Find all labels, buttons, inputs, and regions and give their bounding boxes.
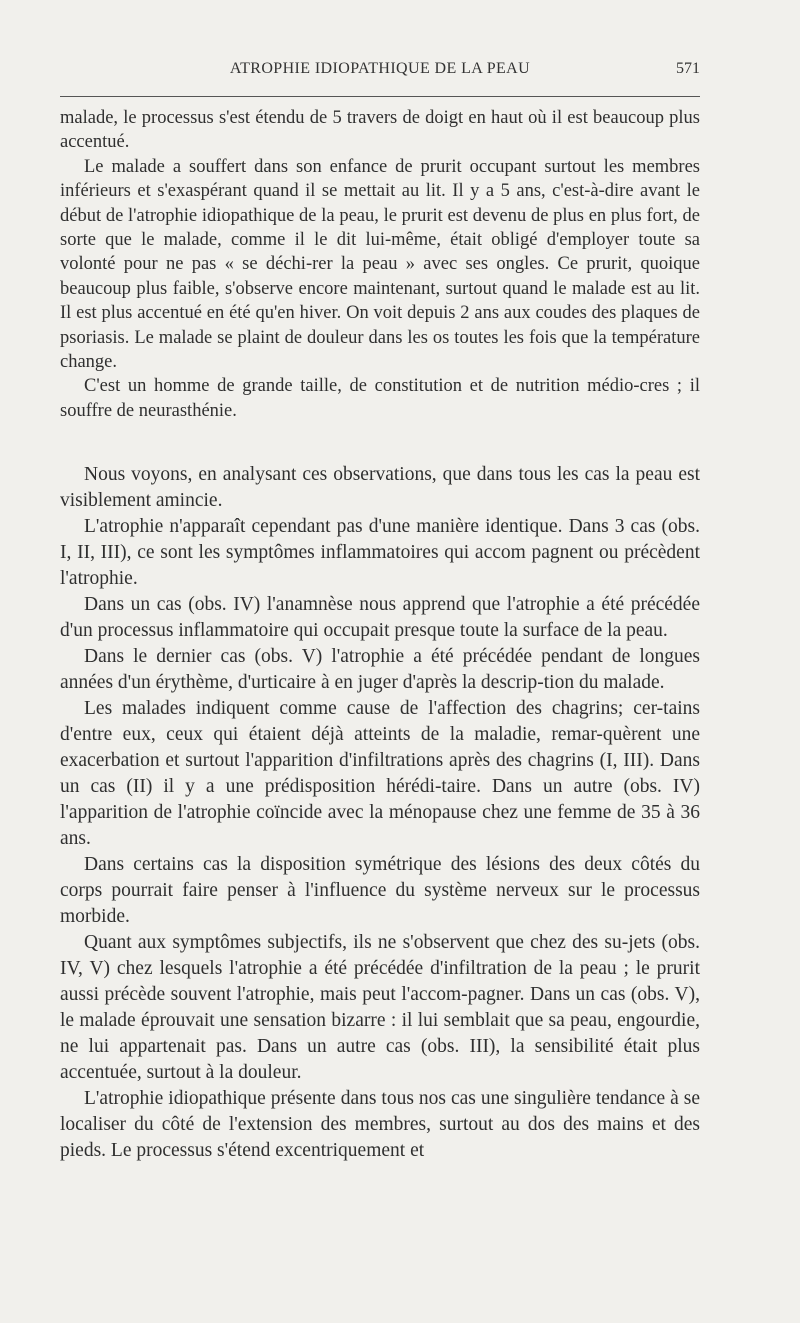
- paragraph: C'est un homme de grande taille, de constitution et de nutrition médio-cres ; il souffre de neurasthénie.: [60, 376, 700, 421]
- paragraph: Dans certains cas la disposition symétrique des lésions des deux côtés du corps pourrait faire penser à l'influence du système nerveux sur le processus morbide.: [60, 854, 700, 928]
- paragraph: Quant aux symptômes subjectifs, ils ne s'observent que chez des su-jets (obs. IV, V) chez lesquels l'atrophie a été précédée d'infiltration de la peau ; le prurit aussi précède souvent l'atrophie, mais peut l'accom-pagner. Dans un cas (obs. V), le malade éprouvait une sensation bizarre : il lui semblait que sa peau, engourdie, ne lui appartenait pas. Dans un autre cas (obs. III), la sensibilité était plus accentuée, surtout à la douleur.: [60, 932, 700, 1084]
- paragraph: Dans un cas (obs. IV) l'anamnèse nous apprend que l'atrophie a été précédée d'un processus inflammatoire qui occupait presque toute la surface de la peau.: [60, 594, 700, 642]
- observation-section: [60, 106, 700, 423]
- running-head: [60, 60, 700, 84]
- body-text: [60, 106, 700, 1164]
- paragraph: Nous voyons, en analysant ces observations, que dans tous les cas la peau est visiblement amincie.: [60, 464, 700, 512]
- paragraph: L'atrophie n'apparaît cependant pas d'une manière identique. Dans 3 cas (obs. I, II, III), ce sont les symptômes inflammatoires qui accom pagnent ou précèdent l'atrophie.: [60, 516, 700, 590]
- paragraph: Dans le dernier cas (obs. V) l'atrophie a été précédée pendant de longues années d'un érythème, d'urticaire à en juger d'après la descrip-tion du malade.: [60, 646, 700, 694]
- header-rule: [60, 96, 700, 97]
- paragraph: malade, le processus s'est étendu de 5 travers de doigt en haut où il est beaucoup plus accentué.: [60, 108, 700, 153]
- discussion-section: [60, 462, 700, 1164]
- running-title: ATROPHIE IDIOPATHIQUE DE LA PEAU: [229, 60, 531, 77]
- paragraph: L'atrophie idiopathique présente dans tous nos cas une singulière tendance à se localiser du côté de l'extension des membres, surtout au dos des mains et des pieds. Le processus s'étend excentriquement et: [60, 1088, 700, 1162]
- paragraph: Le malade a souffert dans son enfance de prurit occupant surtout les membres inférieurs et s'exaspérant quand il se mettait au lit. Il y a 5 ans, c'est-à-dire avant le début de l'atrophie idiopathique de la peau, le prurit est devenu de plus en plus fort, de sorte que le malade, comme il le dit lui-même, était obligé d'employer toute sa volonté pour ne pas « se déchi-rer la peau » avec ses ongles. Ce prurit, quoique beaucoup plus faible, s'observe encore maintenant, surtout quand le malade est au lit. Il est plus accentué en été qu'en hiver. On voit depuis 2 ans aux coudes des plaques de psoriasis. Le malade se plaint de douleur dans les os toutes les fois que la température change.: [60, 156, 700, 373]
- paragraph: Les malades indiquent comme cause de l'affection des chagrins; cer-tains d'entre eux, ceux qui étaient déjà atteints de la maladie, remar-quèrent une exacerbation et surtout l'apparition d'infiltrations après des chagrins (I, III). Dans un cas (II) il y a une prédisposition hérédi-taire. Dans un autre (obs. IV) l'apparition de l'atrophie coïncide avec la ménopause chez une femme de 35 à 36 ans.: [60, 698, 700, 850]
- page-number: 571: [676, 60, 700, 77]
